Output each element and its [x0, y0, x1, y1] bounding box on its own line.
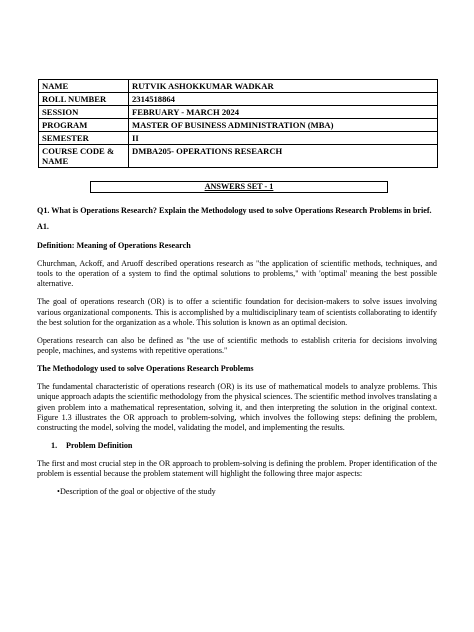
paragraph: The first and most crucial step in the OR approach to problem-solving is defining the problem. Proper identification of the problem is essential because the problem statement will highlight the following three major aspects:: [37, 458, 437, 479]
answers-set-heading: ANSWERS SET - 1: [90, 181, 388, 193]
answer-label: A1.: [37, 222, 49, 232]
table-row: [39, 145, 438, 168]
table-key: SEMESTER: [39, 132, 129, 145]
table-key: ROLL NUMBER: [39, 93, 129, 106]
table-row: [39, 106, 438, 119]
table-row: [39, 93, 438, 106]
list-item: [37, 487, 437, 497]
numbered-heading: [37, 441, 437, 451]
table-key: NAME: [39, 80, 129, 93]
table-value: DMBA205- OPERATIONS RESEARCH: [129, 145, 438, 168]
paragraph: Churchman, Ackoff, and Aruoff described operations research as "the application of scientific methods, techniques, and tools to the operation of a system to find the optimal solutions to problems," with 'optimal' meaning the best possible alternative.: [37, 258, 437, 289]
table-key: COURSE CODE & NAME: [39, 145, 129, 168]
list-number: 1.: [51, 441, 58, 451]
paragraph: Operations research can also be defined as "the use of scientific methods to establish criteria for decisions involving people, machines, and systems with repetitive operations.": [37, 335, 437, 356]
table-key: SESSION: [39, 106, 129, 119]
list-item-text: Description of the goal or objective of the study: [60, 486, 216, 496]
table-key: PROGRAM: [39, 119, 129, 132]
table-value: FEBRUARY - MARCH 2024: [129, 106, 438, 119]
table-value: RUTVIK ASHOKKUMAR WADKAR: [129, 80, 438, 93]
paragraph: The goal of operations research (OR) is to offer a scientific foundation for decision-makers to solve issues involving various organizational components. This is accomplished by a multidisciplinary team of scientists collaborating to identify the best solution for the organization as a whole. This solution is known as an optimal decision.: [37, 297, 437, 328]
paragraph: The fundamental characteristic of operations research (OR) is its use of mathematical models to analyze problems. This unique approach adapts the scientific methodology from the physical sciences. The scientific method involves translating a given problem into a mathematical representation, solving it, and then interpreting the solution in the original context. Figure 1.3 illustrates the OR approach to problem-solving, which involves the following steps: defining the problem, constructing the model, solving the model, validating the model, and implementing the results.: [37, 381, 437, 433]
methodology-heading: The Methodology used to solve Operations Research Problems: [37, 364, 254, 374]
answer-content: [37, 206, 437, 497]
table-row: [39, 132, 438, 145]
table-value: II: [129, 132, 438, 145]
table-row: [39, 80, 438, 93]
table-value: MASTER OF BUSINESS ADMINISTRATION (MBA): [129, 119, 438, 132]
student-info-table: [38, 79, 438, 168]
question-heading: Q1. What is Operations Research? Explain the Methodology used to solve Operations Research Problems in brief.: [37, 206, 432, 215]
table-row: [39, 119, 438, 132]
bullet-icon: •: [57, 486, 60, 496]
definition-heading: Definition: Meaning of Operations Research: [37, 240, 191, 250]
table-value: 2314518864: [129, 93, 438, 106]
list-heading-text: Problem Definition: [66, 441, 133, 451]
